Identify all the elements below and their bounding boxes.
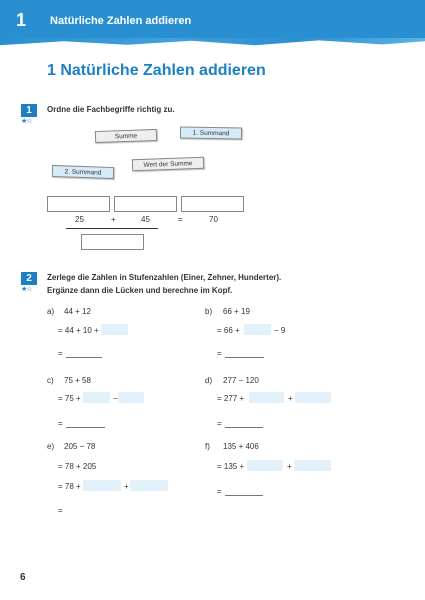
task-2f-expr: 135 + 406 <box>223 442 259 451</box>
task-2a-expr: 44 + 12 <box>64 307 91 316</box>
chapter-title: Natürliche Zahlen addieren <box>50 15 192 27</box>
task-2d-label: d) <box>205 376 213 385</box>
task-2b-blank-1[interactable] <box>244 324 271 335</box>
task-2b-label: b) <box>205 307 213 316</box>
task-2c-line2: = <box>58 419 63 428</box>
equation-plus: + <box>111 215 116 224</box>
task-2e-line2: = 78 + <box>58 482 81 491</box>
term-card-summe[interactable]: Summe <box>95 129 157 143</box>
task-2-instruction-2: Ergänze dann die Lücken und berechne im Kopf. <box>47 286 233 295</box>
task-2f-line1-mid: + <box>287 462 292 471</box>
task-2e-line1: = 78 + 205 <box>58 462 97 471</box>
task-2c-line1-mid: − <box>113 394 118 403</box>
equation-a: 25 <box>75 215 84 224</box>
task-2d-blank-2[interactable] <box>295 392 331 403</box>
task-2f-label: f) <box>205 442 210 451</box>
task-2f-result-line[interactable] <box>225 495 263 496</box>
task-2-instruction-1: Zerlege die Zahlen in Stufenzahlen (Einer, Zehner, Hunderter). <box>47 273 282 282</box>
task-2c-expr: 75 + 58 <box>64 376 91 385</box>
task-2b-line1: = 66 + <box>217 326 240 335</box>
task-2d-line1-mid: + <box>288 394 293 403</box>
task-2c-result-line[interactable] <box>66 427 105 428</box>
task-2c-line1: = 75 + <box>58 394 81 403</box>
page-number: 6 <box>20 572 26 583</box>
task-2-stars: ★☆ <box>21 286 32 293</box>
task-1-instruction: Ordne die Fachbegriffe richtig zu. <box>47 105 175 114</box>
answer-box-2[interactable] <box>114 196 177 212</box>
answer-box-1[interactable] <box>47 196 110 212</box>
task-2e-expr: 205 − 78 <box>64 442 96 451</box>
task-2c-blank-2[interactable] <box>118 392 144 403</box>
term-card-1-summand[interactable]: 1. Summand <box>180 126 242 139</box>
task-2a-line1: = 44 + 10 + <box>58 326 99 335</box>
task-2d-line1: = 277 + <box>217 394 245 403</box>
task-2b-expr: 66 + 19 <box>223 307 250 316</box>
task-2e-blank-1[interactable] <box>83 480 121 491</box>
answer-box-3[interactable] <box>181 196 244 212</box>
task-1-stars: ★☆ <box>21 118 32 125</box>
task-2a-line2: = <box>58 349 63 358</box>
term-card-wert-der-summe[interactable]: Wert der Summe <box>132 157 204 172</box>
term-card-2-summand[interactable]: 2. Summand <box>52 165 114 179</box>
chapter-number: 1 <box>16 10 27 30</box>
task-2e-line3: = <box>58 506 63 515</box>
task-2d-blank-1[interactable] <box>249 392 284 403</box>
page-title: 1 Natürliche Zahlen addieren <box>47 62 266 79</box>
task-2f-line2: = <box>217 487 222 496</box>
task-2-badge: 2 <box>21 272 37 285</box>
task-2d-result-line[interactable] <box>225 427 263 428</box>
task-2f-blank-1[interactable] <box>247 460 283 471</box>
task-2c-blank-1[interactable] <box>83 392 110 403</box>
task-2e-blank-2[interactable] <box>130 480 168 491</box>
task-2e-line2-mid: + <box>124 482 129 491</box>
task-2d-expr: 277 − 120 <box>223 376 259 385</box>
equation-brace <box>66 228 158 229</box>
equation-equals: = <box>178 215 183 224</box>
task-2d-line2: = <box>217 419 222 428</box>
task-2c-label: c) <box>47 376 54 385</box>
equation-b: 45 <box>141 215 150 224</box>
task-2b-line2: = <box>217 349 222 358</box>
task-2a-blank-1[interactable] <box>101 324 128 335</box>
task-2e-label: e) <box>47 442 55 451</box>
task-1-badge: 1 <box>21 104 37 117</box>
equation-c: 70 <box>209 215 218 224</box>
task-2b-result-line[interactable] <box>225 357 264 358</box>
task-2a-result-line[interactable] <box>66 357 102 358</box>
task-2a-label: a) <box>47 307 55 316</box>
task-2b-line1-tail: − 9 <box>274 326 286 335</box>
answer-box-4[interactable] <box>81 234 144 250</box>
task-2f-line1: = 135 + <box>217 462 245 471</box>
task-2f-blank-2[interactable] <box>294 460 331 471</box>
